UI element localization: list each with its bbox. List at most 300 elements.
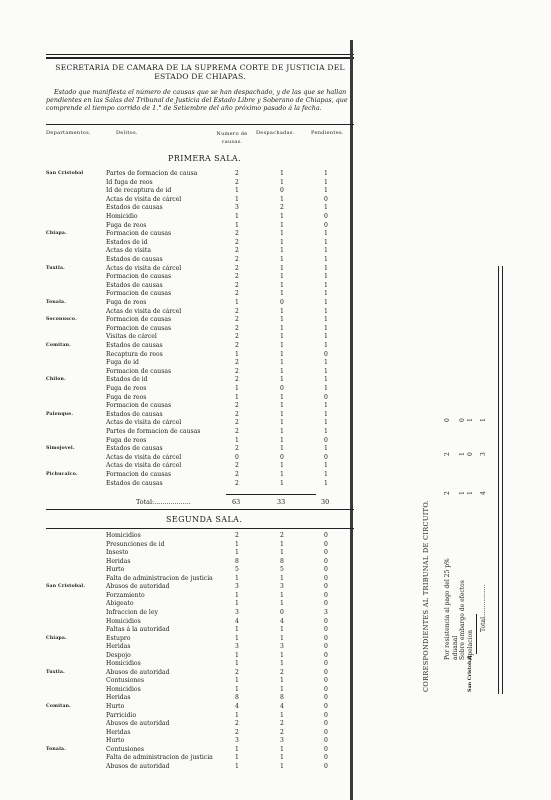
primera-sala-heading: PRIMERA SALA. — [168, 154, 242, 163]
numero-cell: 4 — [235, 703, 239, 710]
numero-cell: 2 — [235, 532, 239, 539]
table-row — [46, 575, 356, 584]
despachadas-cell: 8 — [280, 694, 284, 702]
delito-cell: Estados de causas — [106, 204, 163, 212]
despachadas-cell: 1 — [280, 711, 284, 719]
numero-cell: 2 — [235, 471, 239, 478]
total-numero: 63 — [232, 498, 241, 506]
delito-cell: Abigeato — [106, 600, 134, 608]
despachadas-cell: 1 — [280, 479, 284, 487]
pendientes-cell: 0 — [324, 668, 328, 676]
despachadas-cell: 1 — [280, 428, 284, 435]
delito-cell: Formacion de causas — [106, 290, 172, 298]
table-row — [46, 230, 356, 239]
table-row — [46, 308, 356, 317]
numero-cell: 2 — [235, 479, 239, 487]
header-delitos: Delitos. — [116, 130, 138, 136]
table-row — [46, 342, 356, 351]
despachadas-cell: 1 — [280, 238, 284, 246]
table-row — [46, 720, 356, 729]
table-row — [46, 592, 356, 601]
circuito-numero: 2 — [444, 491, 451, 495]
departamento-cell: Simojovel. — [46, 446, 75, 452]
departamento-cell: Tuxtla. — [46, 669, 65, 675]
pendientes-cell: 0 — [324, 651, 328, 659]
despachadas-cell: 1 — [280, 754, 284, 762]
delito-cell: Id de recaptura de id — [106, 187, 172, 195]
delito-cell: Heridas — [106, 728, 131, 736]
despachadas-cell: 1 — [280, 247, 284, 255]
despachadas-cell: 1 — [280, 195, 284, 203]
pendientes-cell: 0 — [324, 762, 328, 770]
delito-cell: Insesto — [106, 549, 129, 557]
table-row — [46, 333, 356, 342]
pendientes-cell: 1 — [324, 445, 328, 453]
numero-cell: 2 — [235, 324, 239, 332]
circuito-total-numero: 4 — [480, 491, 487, 495]
departamento-cell: Palenque. — [46, 411, 74, 417]
numero-cell: 1 — [235, 591, 239, 599]
numero-cell: 1 — [235, 626, 239, 634]
delito-cell: Fuga de reos — [106, 221, 147, 229]
numero-cell: 1 — [235, 651, 239, 659]
delito-cell: Actas de visita de cárcel — [106, 419, 182, 427]
despachadas-cell: 0 — [280, 385, 284, 392]
table-row — [46, 428, 356, 437]
numero-cell: 1 — [235, 436, 239, 444]
table-row — [46, 222, 356, 231]
pendientes-cell: 0 — [324, 600, 328, 608]
numero-cell: 1 — [235, 385, 239, 392]
pendientes-cell: 1 — [324, 281, 328, 289]
table-row — [46, 282, 356, 291]
circuito-numero: 1 — [466, 491, 474, 495]
pendientes-cell: 0 — [324, 720, 328, 728]
delito-cell: Estados de causas — [106, 342, 163, 349]
pendientes-cell: 0 — [324, 532, 328, 539]
despachadas-cell: 1 — [280, 677, 284, 685]
table-row — [46, 729, 356, 738]
pendientes-cell: 1 — [324, 264, 328, 272]
despachadas-cell: 1 — [280, 178, 284, 186]
departamento-cell: Tonala. — [46, 300, 66, 305]
numero-cell: 1 — [235, 187, 239, 195]
pendientes-cell: 1 — [324, 290, 328, 298]
numero-cell: 2 — [235, 410, 239, 418]
pendientes-cell: 1 — [324, 170, 328, 177]
delito-cell: Homicidio — [106, 213, 138, 220]
table-row — [46, 660, 356, 669]
numero-cell: 2 — [235, 238, 239, 246]
pendientes-cell: 1 — [324, 342, 328, 349]
pendientes-cell: 0 — [324, 583, 328, 591]
delito-cell: Heridas — [106, 557, 131, 565]
header-despachadas: Despachadas. — [256, 130, 295, 136]
delito-cell: Presunciones de id — [106, 540, 165, 548]
delito-cell: Abusos de autoridad — [106, 583, 170, 591]
table-row — [46, 376, 356, 385]
pendientes-cell: 0 — [324, 745, 328, 753]
pendientes-cell: 0 — [324, 221, 328, 229]
numero-cell: 2 — [235, 720, 239, 728]
table-row — [46, 265, 356, 274]
delito-cell: Abusos de autoridad — [106, 720, 170, 728]
table-row — [46, 462, 356, 471]
pendientes-cell: 1 — [324, 402, 328, 410]
circuito-label: Apelacion — [466, 630, 474, 660]
numero-cell: 8 — [235, 694, 239, 702]
circuito-label: Por resistencia al pago del 25 p% — [444, 558, 451, 660]
pendientes-cell: 1 — [324, 273, 328, 281]
table-row — [46, 737, 356, 746]
numero-cell: 2 — [235, 367, 239, 375]
despachadas-cell: 3 — [280, 643, 284, 651]
despachadas-cell: 1 — [280, 230, 284, 238]
table-row — [46, 558, 356, 567]
pendientes-cell: 0 — [324, 617, 328, 625]
despachadas-cell: 1 — [280, 410, 284, 418]
departamento-cell: San Cristobal. — [46, 584, 86, 590]
table-row — [46, 247, 356, 256]
delito-cell: Homicidios — [106, 532, 141, 539]
despachadas-cell: 1 — [280, 273, 284, 281]
despachadas-cell: 1 — [280, 462, 284, 470]
delito-cell: Fuga de reos — [106, 436, 147, 444]
circuito-row — [467, 402, 475, 692]
numero-cell: 2 — [235, 307, 239, 315]
intro-paragraph: Estado que manifiesta el número de causas que se han despachado, y de las que se hallan pendientes en las Salas del Tribunal de Justicia del Estado Libre y Soberano de Chiapas, que comprende el tiempo corrido de 1.° de Setiembre del año próximo pasado á la fecha. — [46, 88, 348, 113]
despachadas-cell: 0 — [280, 299, 284, 306]
numero-cell: 2 — [235, 333, 239, 341]
table-row — [46, 754, 356, 763]
pendientes-cell: 0 — [324, 566, 328, 574]
table-row — [46, 359, 356, 368]
pendientes-cell: 1 — [324, 247, 328, 255]
pendientes-cell: 1 — [324, 428, 328, 435]
despachadas-cell: 1 — [280, 290, 284, 298]
departamento-cell: Chiapa. — [46, 635, 67, 641]
numero-cell: 1 — [235, 549, 239, 557]
table-row — [46, 179, 356, 188]
table-row — [46, 703, 356, 712]
pendientes-cell: 0 — [324, 195, 328, 203]
delito-cell: Formacion de causas — [106, 402, 172, 410]
delito-cell: Actas de visita — [106, 247, 151, 255]
pendientes-cell: 1 — [324, 324, 328, 332]
numero-cell: 1 — [235, 754, 239, 762]
table-row — [46, 316, 356, 325]
delito-cell: Estupro — [106, 634, 131, 642]
despachadas-cell: 1 — [280, 574, 284, 582]
circuito-numero: 1 — [459, 491, 466, 495]
numero-cell: 3 — [235, 583, 239, 591]
pendientes-cell: 1 — [324, 307, 328, 315]
departamento-cell: Tonala. — [46, 746, 66, 752]
numero-cell: 1 — [235, 660, 239, 668]
pendientes-cell: 0 — [324, 643, 328, 651]
numero-cell: 2 — [235, 445, 239, 453]
total-despachadas: 33 — [277, 498, 286, 506]
numero-cell: 2 — [235, 230, 239, 238]
numero-cell: 2 — [235, 264, 239, 272]
despachadas-cell: 1 — [280, 316, 284, 324]
delito-cell: Heridas — [106, 643, 131, 651]
despachadas-cell: 1 — [280, 342, 284, 349]
table-row — [46, 652, 356, 661]
despachadas-cell: 1 — [280, 221, 284, 229]
pendientes-cell: 0 — [324, 660, 328, 668]
delito-cell: Hurto — [106, 737, 125, 745]
header-pendientes: Pendientes. — [311, 130, 344, 136]
circuito-total-pendientes: 1 — [480, 418, 487, 422]
table-row — [46, 566, 356, 575]
delito-cell: Partes de formacion de causa — [106, 170, 198, 177]
delito-cell: Estados de causas — [106, 410, 163, 418]
numero-cell: 2 — [235, 462, 239, 470]
table-row — [46, 299, 356, 308]
despachadas-cell: 1 — [280, 436, 284, 444]
despachadas-cell: 0 — [280, 187, 284, 195]
circuito-departamento: San Cristobal. — [467, 654, 473, 692]
numero-cell: 2 — [235, 170, 239, 177]
table-row — [46, 609, 356, 618]
pendientes-cell: 1 — [324, 471, 328, 478]
delito-cell: Abusos de autoridad — [106, 762, 170, 770]
despachadas-cell: 4 — [280, 703, 284, 710]
despachadas-cell: 1 — [280, 660, 284, 668]
despachadas-cell: 1 — [280, 359, 284, 367]
table-row — [46, 273, 356, 282]
top-rule-thick — [46, 57, 354, 59]
table-row — [46, 618, 356, 627]
pendientes-cell: 0 — [324, 626, 328, 634]
departamento-cell: Comitan. — [46, 704, 71, 709]
pendientes-cell: 1 — [324, 462, 328, 470]
pendientes-cell: 0 — [324, 754, 328, 762]
delito-cell: Homicidios — [106, 660, 141, 668]
despachadas-cell: 2 — [280, 728, 284, 736]
delito-cell: Homicidios — [106, 685, 141, 693]
delito-cell: Formacion de causas — [106, 367, 172, 375]
pendientes-cell: 0 — [324, 694, 328, 702]
header-numero: Numero de causas. — [216, 131, 248, 145]
despachadas-cell: 1 — [280, 281, 284, 289]
despachadas-cell: 1 — [280, 685, 284, 693]
pendientes-cell: 0 — [324, 677, 328, 685]
pendientes-cell: 0 — [324, 436, 328, 444]
circuito-despachadas: 0 — [466, 452, 474, 456]
pendientes-cell: 0 — [324, 685, 328, 693]
pendientes-cell: 0 — [324, 393, 328, 401]
pendientes-cell: 1 — [324, 410, 328, 418]
table-row — [46, 471, 356, 480]
despachadas-cell: 2 — [280, 532, 284, 539]
numero-cell: 1 — [235, 600, 239, 608]
table-row — [46, 325, 356, 334]
despachadas-cell: 1 — [280, 540, 284, 548]
numero-cell: 3 — [235, 737, 239, 745]
despachadas-cell: 0 — [280, 608, 284, 616]
departamento-cell: Pichucalco. — [46, 472, 78, 477]
pendientes-cell: 1 — [324, 204, 328, 212]
despachadas-cell: 1 — [280, 402, 284, 410]
numero-cell: 1 — [235, 634, 239, 642]
delito-cell: Id fuga de reos — [106, 178, 153, 186]
despachadas-cell: 1 — [280, 471, 284, 478]
document-title: SECRETARIA DE CAMARA DE LA SUPREMA CORTE DE JUSTICIA DEL ESTADO DE CHIAPAS. — [55, 63, 345, 82]
delito-cell: Recaptura de reos — [106, 350, 163, 358]
delito-cell: Heridas — [106, 694, 131, 702]
pendientes-cell: 0 — [324, 728, 328, 736]
numero-cell: 1 — [235, 745, 239, 753]
numero-cell: 2 — [235, 359, 239, 367]
numero-cell: 5 — [235, 566, 239, 574]
despachadas-cell: 4 — [280, 617, 284, 625]
delito-cell: Fuga de reos — [106, 385, 147, 392]
pendientes-cell: 1 — [324, 333, 328, 341]
numero-cell: 1 — [235, 213, 239, 220]
circuito-rule-a — [498, 266, 499, 694]
circuito-pendientes: 0 — [459, 418, 466, 422]
despachadas-cell: 1 — [280, 762, 284, 770]
despachadas-cell: 2 — [280, 720, 284, 728]
delito-cell: Estados de causas — [106, 479, 163, 487]
despachadas-cell: 3 — [280, 583, 284, 591]
delito-cell: Homicidios — [106, 617, 141, 625]
delito-cell: Estados de causas — [106, 445, 163, 453]
pendientes-cell: 1 — [324, 316, 328, 324]
table-row — [46, 480, 356, 489]
table-row — [46, 437, 356, 446]
table-row — [46, 677, 356, 686]
despachadas-cell: 1 — [280, 745, 284, 753]
delito-cell: Formacion de causas — [106, 273, 172, 281]
delito-cell: Fuga de reos — [106, 393, 147, 401]
pendientes-cell: 1 — [324, 178, 328, 186]
despachadas-cell: 1 — [280, 256, 284, 263]
pendientes-cell: 0 — [324, 634, 328, 642]
table-row — [46, 600, 356, 609]
despachadas-cell: 1 — [280, 170, 284, 177]
despachadas-cell: 8 — [280, 557, 284, 565]
pendientes-cell: 0 — [324, 213, 328, 220]
circuito-pendientes: 1 — [466, 418, 474, 422]
numero-cell: 1 — [235, 711, 239, 719]
numero-cell: 0 — [235, 453, 239, 461]
section-rule — [46, 509, 354, 510]
table-row — [46, 411, 356, 420]
table-row — [46, 669, 356, 678]
despachadas-cell: 1 — [280, 264, 284, 272]
table-row — [46, 290, 356, 299]
table-row — [46, 394, 356, 403]
pendientes-cell: 0 — [324, 540, 328, 548]
table-row — [46, 694, 356, 703]
delito-cell: Actas de visita de cárcel — [106, 453, 182, 461]
total-pendientes: 30 — [321, 498, 330, 506]
pendientes-cell: 1 — [324, 256, 328, 263]
pendientes-cell: 0 — [324, 350, 328, 358]
numero-cell: 1 — [235, 195, 239, 203]
numero-cell: 3 — [235, 608, 239, 616]
delito-cell: Formacion de causas — [106, 230, 172, 238]
despachadas-cell: 1 — [280, 324, 284, 332]
numero-cell: 1 — [235, 685, 239, 693]
section-rule-2 — [46, 528, 354, 529]
pendientes-cell: 1 — [324, 230, 328, 238]
numero-cell: 1 — [235, 540, 239, 548]
numero-cell: 1 — [235, 393, 239, 401]
pendientes-cell: 0 — [324, 711, 328, 719]
total-label: Total:.................. — [136, 498, 191, 506]
header-rule — [46, 124, 354, 125]
pendientes-cell: 0 — [324, 453, 328, 461]
table-row — [46, 445, 356, 454]
numero-cell: 2 — [235, 419, 239, 427]
pendientes-cell: 1 — [324, 299, 328, 306]
numero-cell: 2 — [235, 247, 239, 255]
departamento-cell: Comitan. — [46, 343, 71, 348]
numero-cell: 2 — [235, 273, 239, 281]
table-row — [46, 541, 356, 550]
despachadas-cell: 1 — [280, 600, 284, 608]
table-row — [46, 419, 356, 428]
despachadas-cell: 1 — [280, 393, 284, 401]
despachadas-cell: 1 — [280, 333, 284, 341]
delito-cell: Partes de formacion de causas — [106, 428, 201, 435]
table-row — [46, 532, 356, 541]
circuito-title: CORRESPONDIENTES AL TRIBUNAL DE CIRCUITO. — [422, 499, 430, 692]
delito-cell: Falta de administracion de justicia — [106, 754, 213, 762]
delito-cell: Contusiones — [106, 745, 145, 753]
despachadas-cell: 1 — [280, 591, 284, 599]
despachadas-cell: 1 — [280, 549, 284, 557]
pendientes-cell: 0 — [324, 557, 328, 565]
delito-cell: Forzamiento — [106, 591, 145, 599]
delito-cell: Formacion de causas — [106, 324, 172, 332]
total-rule — [226, 494, 316, 495]
delito-cell: Actas de visita de cárcel — [106, 264, 182, 272]
circuito-despachadas: 1 — [459, 452, 466, 456]
despachadas-cell: 1 — [280, 307, 284, 315]
delito-cell: Visitas de cárcel — [106, 333, 157, 341]
table-row — [46, 196, 356, 205]
despachadas-cell: 1 — [280, 367, 284, 375]
delito-cell: Actas de visita de cárcel — [106, 307, 182, 315]
despachadas-cell: 1 — [280, 634, 284, 642]
numero-cell: 2 — [235, 281, 239, 289]
numero-cell: 2 — [235, 290, 239, 298]
table-row — [46, 746, 356, 755]
despachadas-cell: 3 — [280, 737, 284, 745]
despachadas-cell: 1 — [280, 350, 284, 358]
table-row — [46, 626, 356, 635]
numero-cell: 2 — [235, 256, 239, 263]
table-row — [46, 454, 356, 463]
delito-cell: Formacion de causas — [106, 471, 172, 478]
table-row — [46, 549, 356, 558]
numero-cell: 4 — [235, 617, 239, 625]
pendientes-cell: 1 — [324, 359, 328, 367]
table-row — [46, 686, 356, 695]
circuito-pendientes: 0 — [444, 418, 451, 422]
departamento-cell: San Cristobal — [46, 171, 84, 176]
delito-cell: Estados de id — [106, 376, 148, 384]
table-row — [46, 402, 356, 411]
pendientes-cell: 1 — [324, 238, 328, 246]
numero-cell: 2 — [235, 428, 239, 435]
departamento-cell: Chiapa. — [46, 231, 67, 237]
